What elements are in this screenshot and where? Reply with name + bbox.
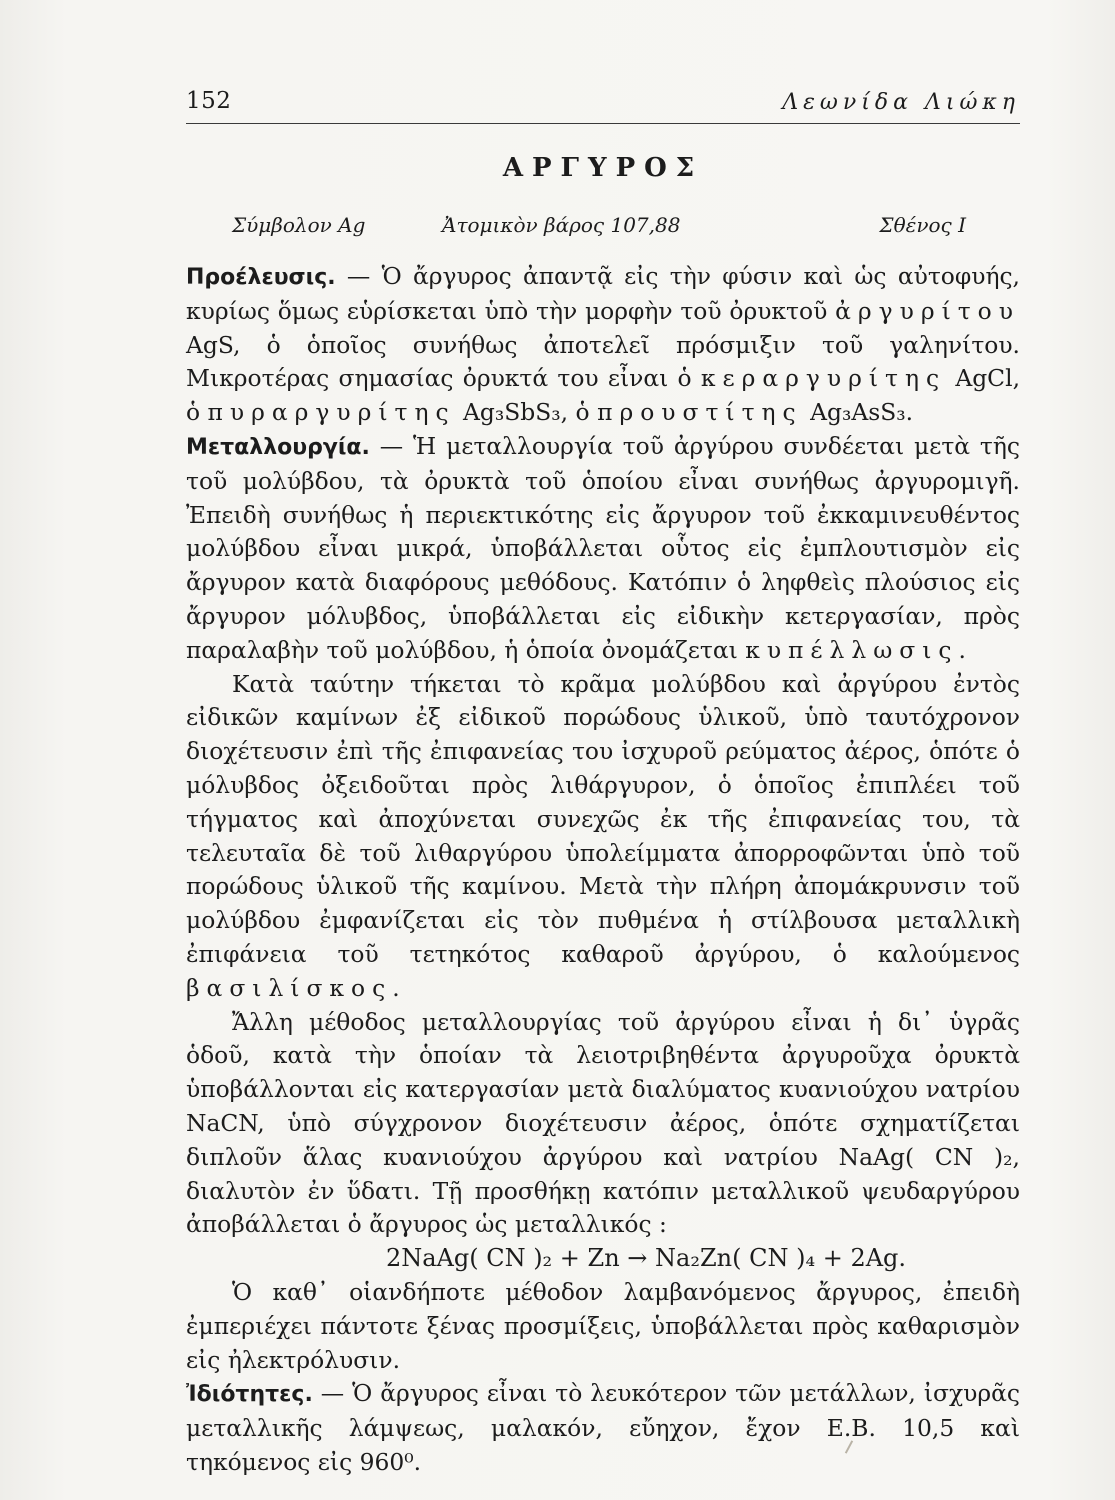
text-run: AgCl, ὁ (186, 364, 1020, 427)
text-run: — Ὁ ἄργυρος εἶναι τὸ λευκότερον τῶν μετάλλων, ἰσχυρᾶς μεταλλικῆς λάμψεως, μαλακόν, εὔηχον, ἔχον Ε.Β. 10,5 καὶ τηκόμενος εἰς 960⁰. (186, 1379, 1020, 1476)
text-run: Κατὰ ταύτην τήκεται τὸ κρᾶμα μολύβδου καὶ ἀργύρου ἐντὸς εἰδικῶν καμίνων ἐξ εἰδικοῦ πορώδους ὑλικοῦ, ὑπὸ ταυτόχρονον διοχέτευσιν ἐπὶ τῆς ἐπιφανείας του ἰσχυροῦ ρεύματος ἀέρος, ὁπότε ὁ μόλυβδος ὀξειδοῦται πρὸς λιθάργυρον, ὁ ὁποῖος ἐπιπλέει τοῦ τήγματος καὶ ἀποχύνεται συνεχῶς ἐκ τῆς ἐπιφανείας του, τὰ τελευταῖα δὲ τοῦ λιθαργύρου ὑπολείμματα ἀπορροφῶνται ὑπὸ τοῦ πορώδους ὑλικοῦ τῆς καμίνου. Μετὰ τὴν πλήρη ἀπομάκρυνσιν τοῦ μολύβδου ἐμφανίζεται εἰς τὸν πυθμένα ἡ στίλβουσα μεταλλικὴ ἐπιφάνεια τοῦ τετηκότος καθαροῦ ἀργύρου, ὁ καλούμενος (186, 669, 1020, 968)
element-symbol: Σύμβολον Ag (232, 213, 366, 237)
text-run: — Ἡ μεταλλουργία τοῦ ἀργύρου συνδέεται μετὰ τῆς τοῦ μολύβδου, τὰ ὀρυκτὰ τοῦ ὁποίου εἶναι συνήθως ἀργυρομιγῆ. Ἐπειδὴ συνήθως ἡ περιεκτικότης εἰς ἄργυρον τοῦ ἐκκαμινευθέντος μολύβδου εἶναι μικρά, ὑποβάλλεται οὗτος εἰς ἐμπλουτισμὸν εἰς ἄργυρον κατὰ διαφόρους μεθόδους. Κατόπιν ὁ ληφθεὶς πλούσιος εἰς ἄργυρον μόλυβδος, ὑποβάλλεται εἰς εἰδικὴν κετεργασίαν, πρὸς παραλαβὴν τοῦ μολύβδου, ἡ ὁποία ὀνομάζεται (186, 431, 1020, 664)
text-run: . (958, 635, 966, 664)
header-rule (186, 123, 1020, 124)
running-head: Λεωνίδα Λιώκη (782, 90, 1020, 115)
section-heading-origin: Προέλευσις. (186, 265, 336, 290)
text-run: Ἄλλη μέθοδος μεταλλουργίας τοῦ ἀργύρου εἶναι ἡ δι᾿ ὑγρᾶς ὁδοῦ, κατὰ τὴν ὁποίαν τὰ λειοτριβηθέντα ἀργυροῦχα ὀρυκτὰ ὑποβάλλονται εἰς κατεργασίαν μετὰ διαλύματος κυανιούχου νατρίου NaCN, ὑπὸ σύγχρονον διοχέτευσιν ἀέρος, ὁπότε σχηματίζεται διπλοῦν ἅλας κυανιούχου ἀργύρου καὶ νατρίου NaAg( CN )₂, διαλυτὸν ἐν ὕδατι. Τῇ προσθήκῃ κατόπιν μεταλλικοῦ ψευδαργύρου ἀποβάλλεται ὁ ἄργυρος ὡς μεταλλικός : (186, 1007, 1020, 1239)
mineral-name: ἀργυρίτου (835, 296, 1020, 325)
text-run: AgS, ὁ ὁποῖος συνήθως ἀποτελεῖ πρόσμιξιν τοῦ γαληνίτου. Μικροτέρας σημασίας ὀρυκτά του εἶναι ὁ (186, 330, 1020, 393)
text-run: Ὁ καθ᾿ οἱανδήποτε μέθοδον λαμβανόμενος ἄργυρος, ἐπειδὴ ἐμπεριέχει πάντοτε ξένας προσμίξεις, ὑποβάλλεται πρὸς καθαρισμὸν εἰς ἠλεκτρόλυσιν. (186, 1277, 1020, 1374)
section-heading-properties: Ἰδιότητες. (186, 1382, 313, 1408)
chapter-title: ΑΡΓΥΡΟΣ (502, 153, 704, 183)
text-run: — Ὁ ἄργυρος ἀπαντᾷ εἰς τὴν φύσιν καὶ ὡς αὐτοφυής, κυρίως ὅμως εὑρίσκεται ὑπὸ τὴν μορφὴν τοῦ ὀρυκτοῦ (186, 262, 1020, 325)
mineral-name: πυραργυρίτης (207, 398, 456, 427)
paragraph-origin (186, 260, 1020, 430)
paragraph-wet-method (186, 1006, 1020, 1276)
text-run: Ag₃SbS₃, ὁ (455, 398, 598, 427)
page-header (186, 84, 1020, 124)
valence: Σθένος I (879, 213, 966, 237)
section-heading-metallurgy: Μεταλλουργία. (186, 434, 370, 460)
paragraph-electrolysis (186, 1276, 1020, 1377)
text-run: Ag₃AsS₃. (802, 398, 914, 427)
term-name: βασιλίσκος (186, 973, 393, 1002)
chemical-equation: 2NaAg( CN )₂ + Zn → Na₂Zn( CN )₄ + 2Ag. (385, 1244, 907, 1273)
body-text (186, 260, 1020, 1480)
paragraph-metallurgy (186, 430, 1020, 668)
element-properties-line (232, 213, 966, 245)
process-name: κυπέλλωσις (745, 635, 959, 664)
atomic-weight: Ἀτομικὸν βάρος 107,88 (442, 213, 681, 237)
mineral-name: κεραργυρίτης (700, 364, 947, 393)
mineral-name: προυστίτης (597, 398, 803, 427)
paragraph-properties (186, 1377, 1020, 1479)
page-number: 152 (186, 88, 232, 114)
paragraph-furnace (186, 668, 1020, 1006)
text-run: . (392, 973, 400, 1002)
